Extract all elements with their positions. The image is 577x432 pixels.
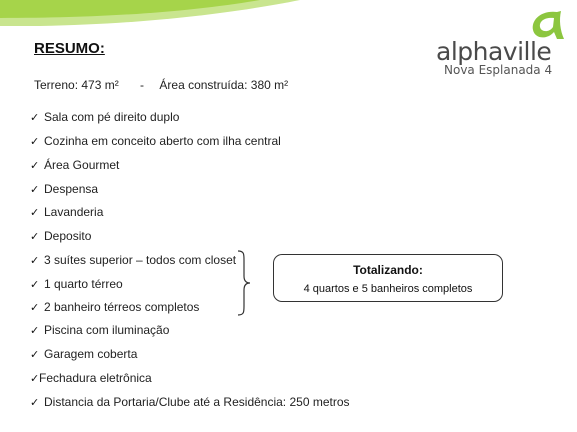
check-mark-icon: ✓ [30, 182, 40, 196]
check-mark-icon: ✓ [30, 205, 40, 219]
check-mark-icon: ✓ [30, 300, 40, 314]
check-mark-icon: ✓ [30, 253, 40, 267]
page-title: RESUMO: [34, 40, 105, 57]
area-separator: - [140, 78, 145, 92]
summary-title: Totalizando: [353, 263, 423, 277]
logo-wordmark: alphaville [436, 37, 552, 66]
list-item: ✓ 1 quarto térreo [30, 277, 123, 291]
built-area: Área construída: 380 m² [159, 78, 289, 92]
check-mark-icon: ✓ [30, 395, 40, 409]
check-mark-icon: ✓ [30, 134, 40, 148]
check-mark-icon: ✓ [30, 110, 40, 124]
area-info [34, 78, 288, 92]
check-mark-icon: ✓ [30, 158, 40, 172]
check-mark-icon: ✓ [30, 277, 40, 291]
logo-subtitle: Nova Esplanada 4 [444, 63, 553, 77]
list-item: ✓ Garagem coberta [30, 347, 138, 361]
list-item: ✓ Lavanderia [30, 205, 104, 219]
list-item: ✓ Fechadura eletrônica [30, 371, 152, 385]
summary-box [273, 254, 503, 302]
list-item: ✓ Despensa [30, 182, 99, 196]
list-item: ✓ Sala com pé direito duplo [30, 110, 180, 124]
alphaville-logo [432, 8, 572, 78]
list-item: ✓ 2 banheiro térreos completos [30, 300, 200, 314]
check-mark-icon: ✓ [30, 229, 40, 243]
check-mark-icon: ✓ [30, 347, 40, 361]
list-item: ✓ Deposito [30, 229, 92, 243]
terreno-area: Terreno: 473 m² [34, 78, 119, 92]
list-item: ✓ Piscina com iluminação [30, 323, 170, 337]
grouping-brace [236, 250, 252, 316]
check-mark-icon: ✓ [30, 371, 40, 385]
list-item: ✓ 3 suítes superior – todos com closet [30, 253, 237, 267]
check-mark-icon: ✓ [30, 323, 40, 337]
list-item: ✓ Área Gourmet [30, 158, 120, 172]
list-item: ✓ Distancia da Portaria/Clube até a Residência: 250 metros [30, 395, 350, 409]
summary-value: 4 quartos e 5 banheiros completos [303, 283, 473, 295]
list-item: ✓ Cozinha em conceito aberto com ilha central [30, 134, 281, 148]
corner-swoosh-decoration [0, 0, 300, 30]
